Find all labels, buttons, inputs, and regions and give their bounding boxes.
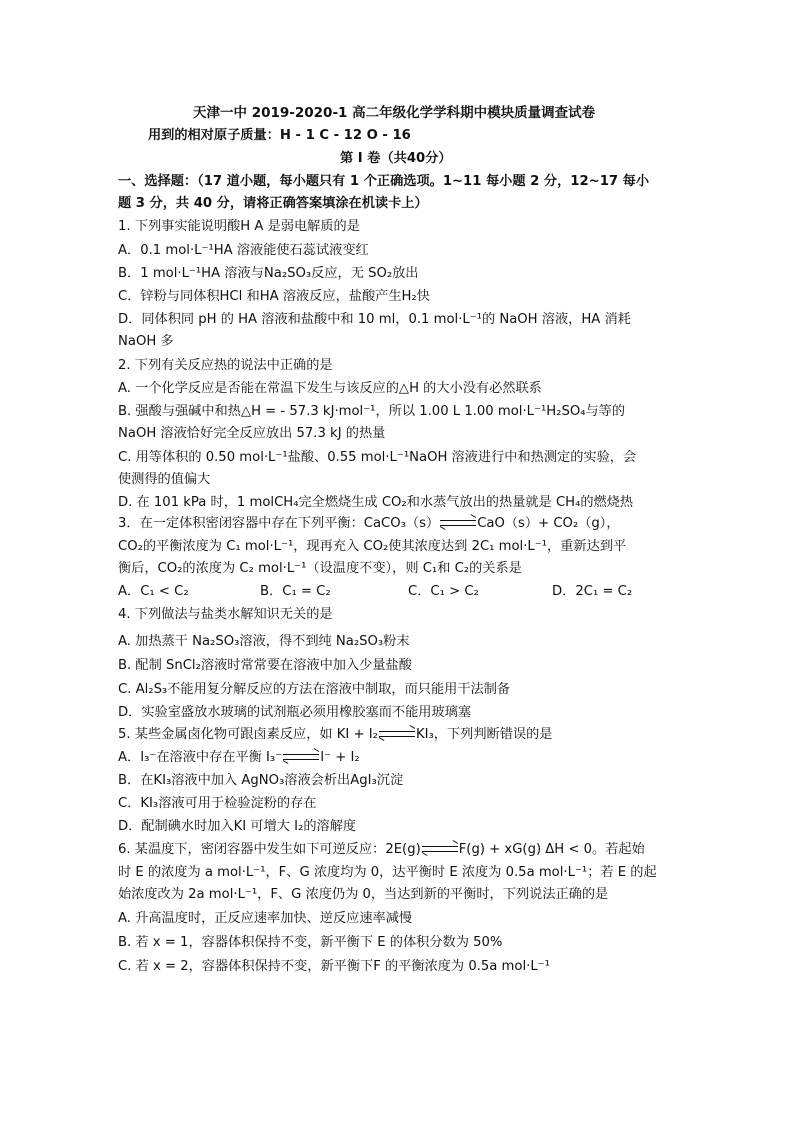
q4-option-a: A. 加热蒸干 Na₂SO₃溶液，得不到纯 Na₂SO₃粉末	[118, 634, 410, 649]
q1-option-c: C．锌粉与同体积HCl 和HA 溶液反应，盐酸产生H₂快	[118, 289, 430, 304]
q5-option-a-pre: A．I₃⁻在溶液中存在平衡 I₃⁻	[118, 750, 283, 765]
q5-stem-post: KI₃，下列判断错误的是	[415, 727, 553, 742]
q2-option-d: D. 在 101 kPa 时，1 molCH₄完全燃烧生成 CO₂和水蒸气放出的热量就是 CH₄的燃烧热	[118, 495, 634, 510]
atomic-mass-line: 用到的相对原子质量：H - 1 C - 12 O - 16	[148, 128, 411, 143]
q2-option-b-line2: NaOH 溶液恰好完全反应放出 57.3 kJ 的热量	[118, 426, 386, 441]
q1-option-a: A．0.1 mol·L⁻¹HA 溶液能使石蕊试液变红	[118, 243, 369, 258]
q3-option-a: A．C₁ < C₂	[118, 584, 189, 599]
q2-option-c-line1: C. 用等体积的 0.50 mol·L⁻¹盐酸、0.55 mol·L⁻¹NaOH 溶液进行中和热测定的实验，会	[118, 450, 637, 465]
q4-option-d: D．实验室盛放水玻璃的试剂瓶必须用橡胶塞而不能用玻璃塞	[118, 705, 472, 720]
equilibrium-arrow-icon	[422, 844, 458, 854]
section-heading-line1: 一、选择题：（17 道小题，每小题只有 1 个正确选项。1~11 每小题 2 分，12~17 每小	[118, 174, 650, 189]
q3-stem-post: CaO（s）+ CO₂（g），	[477, 516, 620, 531]
q6-stem-pre: 6. 某温度下，密闭容器中发生如下可逆反应：2E(g)	[118, 842, 421, 857]
equilibrium-arrow-icon	[440, 518, 476, 528]
q2-stem: 2. 下列有关反应热的说法中正确的是	[118, 358, 333, 373]
q6-option-b: B. 若 x = 1，容器体积保持不变，新平衡下 E 的体积分数为 50%	[118, 935, 503, 950]
q5-option-c: C．KI₃溶液可用于检验淀粉的存在	[118, 796, 317, 811]
q2-option-a: A. 一个化学反应是否能在常温下发生与该反应的△H 的大小没有必然联系	[118, 381, 542, 396]
q2-option-b-line1: B. 强酸与强碱中和热△H = - 57.3 kJ·mol⁻¹，所以 1.00 L 1.00 mol·L⁻¹H₂SO₄与等的	[118, 404, 626, 419]
equilibrium-arrow-icon	[283, 752, 319, 762]
q3-line3: 衡后，CO₂的浓度为 C₂ mol·L⁻¹（设温度不变），则 C₁和 C₂的关系是	[118, 561, 522, 576]
q6-option-a: A. 升高温度时，正反应速率加快、逆反应速率减慢	[118, 911, 413, 926]
q6-stem	[118, 841, 645, 859]
q3-stem	[118, 515, 620, 533]
q6-option-c: C. 若 x = 2，容器体积保持不变，新平衡下F 的平衡浓度为 0.5a mol·L⁻¹	[118, 959, 550, 974]
q5-option-d: D．配制碘水时加入KI 可增大 I₂的溶解度	[118, 819, 357, 834]
q5-stem	[118, 726, 552, 744]
q3-option-d: D．2C₁ = C₂	[552, 584, 633, 599]
q5-option-b: B．在KI₃溶液中加入 AgNO₃溶液会析出AgI₃沉淀	[118, 773, 404, 788]
q6-stem-post: F(g) + xG(g) ΔH < 0。若起始	[458, 842, 645, 857]
volume-heading: 第 I 卷（共40分）	[340, 151, 452, 166]
q4-stem: 4. 下列做法与盐类水解知识无关的是	[118, 607, 333, 622]
q1-option-d-line1: D．同体积同 pH 的 HA 溶液和盐酸中和 10 ml，0.1 mol·L⁻¹的 NaOH 溶液，HA 消耗	[118, 312, 631, 327]
q6-line2: 时 E 的浓度为 a mol·L⁻¹，F、G 浓度均为 0，达平衡时 E 浓度为 0.5a mol·L⁻¹；若 E 的起	[118, 865, 657, 880]
q5-option-a-post: I⁻ + I₂	[320, 750, 360, 765]
q3-stem-pre: 3．在一定体积密闭容器中存在下列平衡：CaCO₃（s）	[118, 516, 440, 531]
q1-option-b: B．1 mol·L⁻¹HA 溶液与Na₂SO₃反应，无 SO₂放出	[118, 266, 419, 281]
q3-option-b: B．C₁ = C₂	[260, 584, 331, 599]
q1-stem: 1. 下列事实能说明酸H A 是弱电解质的是	[118, 219, 360, 234]
q2-option-c-line2: 使测得的值偏大	[118, 472, 211, 487]
q5-option-a	[118, 749, 360, 767]
q6-line3: 始浓度改为 2a mol·L⁻¹，F、G 浓度仍为 0，当达到新的平衡时，下列说法正确的是	[118, 887, 609, 902]
q3-line2: CO₂的平衡浓度为 C₁ mol·L⁻¹，现再充入 CO₂使其浓度达到 2C₁ mol·L⁻¹，重新达到平	[118, 539, 627, 554]
q5-stem-pre: 5. 某些金属卤化物可跟卤素反应，如 KI + I₂	[118, 727, 378, 742]
q1-option-d-line2: NaOH 多	[118, 334, 174, 349]
q4-option-b: B. 配制 SnCl₂溶液时常常要在溶液中加入少量盐酸	[118, 658, 412, 673]
equilibrium-arrow-icon	[379, 729, 415, 739]
q4-option-c: C. Al₂S₃不能用复分解反应的方法在溶液中制取，而只能用干法制备	[118, 682, 511, 697]
exam-title: 天津一中 2019-2020-1 高二年级化学学科期中模块质量调查试卷	[193, 105, 596, 121]
section-heading-line2: 题 3 分，共 40 分，请将正确答案填涂在机读卡上）	[118, 196, 428, 211]
q3-option-c: C．C₁ > C₂	[408, 584, 479, 599]
